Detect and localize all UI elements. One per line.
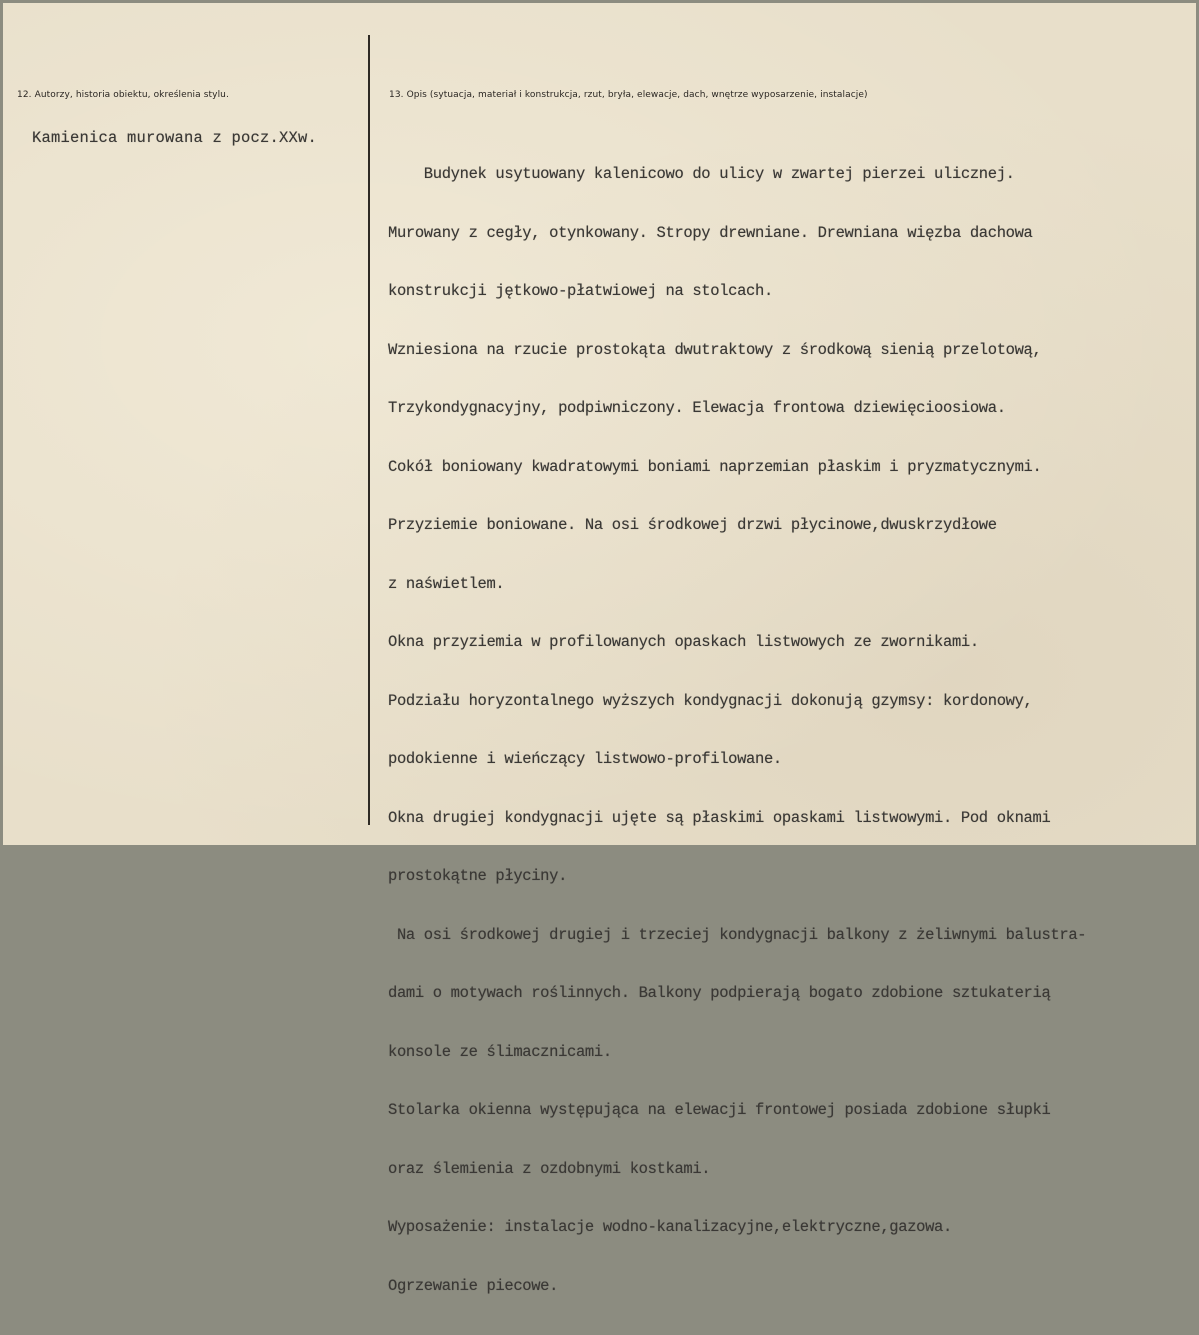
description-line: Okna drugiej kondygnacji ujęte są płaskimi opaskami listwowymi. Pod oknami	[388, 808, 1051, 827]
description-line: Ogrzewanie piecowe.	[388, 1276, 559, 1295]
section-12-text: Kamienica murowana z pocz.XXw.	[32, 129, 318, 147]
description-line: Wzniesiona na rzucie prostokąta dwutraktowy z środkową sienią przelotową,	[388, 340, 1042, 359]
description-line: oraz ślemienia z ozdobnymi kostkami.	[388, 1159, 711, 1178]
description-line: Cokół boniowany kwadratowymi boniami naprzemian płaskim i pryzmatycznymi.	[388, 457, 1042, 476]
description-line: Trzykondygnacyjny, podpiwniczony. Elewacja frontowa dziewięcioosiowa.	[388, 399, 1006, 417]
description-line: Wyposażenie: instalacje wodno-kanalizacyjne,elektryczne,gazowa.	[388, 1218, 952, 1236]
description-line: podokienne i wieńczący listwowo-profilowane.	[388, 750, 782, 768]
description-line: Okna przyziemia w profilowanych opaskach listwowych ze zwornikami.	[388, 633, 979, 651]
description-line: Murowany z cegły, otynkowany. Stropy drewniane. Drewniana więzba dachowa	[388, 223, 1033, 242]
description-line: konstrukcji jętkowo-płatwiowej na stolcach.	[388, 282, 773, 300]
description-line: Stolarka okienna występująca na elewacji frontowej posiada zdobione słupki	[388, 1101, 1051, 1119]
description-line: Podziału horyzontalnego wyższych kondygnacji dokonują gzymsy: kordonowy,	[388, 691, 1033, 710]
column-divider	[368, 35, 370, 825]
section-13-description	[388, 126, 1086, 1335]
description-line: z naświetlem.	[388, 574, 505, 593]
description-line: Przyziemie boniowane. Na osi środkowej drzwi płycinowe,dwuskrzydłowe	[388, 516, 997, 534]
description-line: dami o motywach roślinnych. Balkony podpierają bogato zdobione sztukaterią	[388, 984, 1051, 1002]
description-line: Na osi środkowej drugiej i trzeciej kondygnacji balkony z żeliwnymi balustra-	[388, 925, 1087, 944]
description-line: konsole ze ślimacznicami.	[388, 1042, 612, 1061]
section-13-label: 13. Opis (sytuacja, materiał i konstrukcja, rzut, bryła, elewacje, dach, wnętrze wyposarzenie, instalacje)	[389, 90, 868, 100]
description-line: Budynek usytuowany kalenicowo do ulicy w zwartej pierzei ulicznej.	[388, 165, 1015, 183]
description-line: prostokątne płyciny.	[388, 867, 568, 885]
section-12-label: 12. Autorzy, historia obiektu, określenia stylu.	[17, 90, 229, 100]
document-sheet	[3, 3, 1196, 1295]
